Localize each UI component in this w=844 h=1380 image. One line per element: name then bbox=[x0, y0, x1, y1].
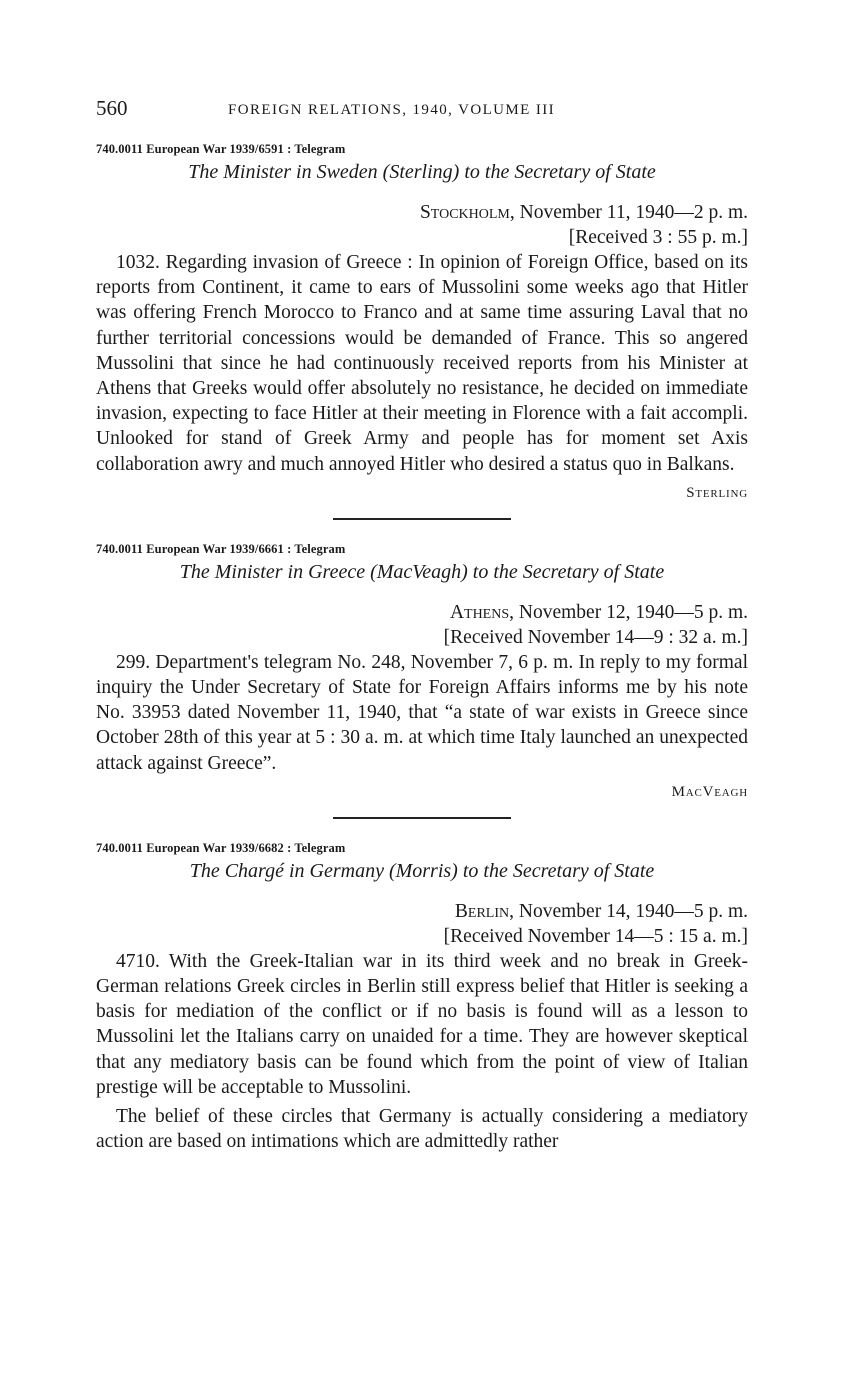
received-line: [Received November 14—5 : 15 a. m.] bbox=[443, 925, 748, 947]
file-reference: 740.0011 European War 1939/6682 : Telegram bbox=[96, 840, 346, 855]
dateline-date: , November 11, 1940—2 p. m. bbox=[509, 202, 748, 223]
dateline-place: Stockholm bbox=[419, 202, 510, 223]
document-page bbox=[96, 92, 748, 1154]
telegram-paragraph: The belief of these circles that Germany is actually considering a mediatory action are based on intimations which are admittedly rather bbox=[96, 1106, 748, 1153]
telegram-paragraph: 299. Department's telegram No. 248, November 7, 6 p. m. In reply to my formal inquiry the Under Secretary of State for Foreign Affairs informs me by his note No. 33953 dated November 11, 1940, that “a state of war exists in Greece since October 28th of this year at 5 : 30 a. m. at which time Italy launched an unexpected attack against Greece”. bbox=[96, 651, 748, 774]
dateline-date: , November 12, 1940—5 p. m. bbox=[509, 601, 748, 623]
dateline bbox=[96, 600, 748, 625]
signature: MacVeagh bbox=[671, 783, 748, 800]
dateline bbox=[96, 200, 748, 225]
file-reference: 740.0011 European War 1939/6591 : Telegram bbox=[96, 142, 346, 156]
document-title: The Chargé in Germany (Morris) to the Secretary of State bbox=[189, 859, 655, 882]
running-header bbox=[96, 92, 748, 126]
document-title: The Minister in Sweden (Sterling) to the Secretary of State bbox=[188, 161, 656, 183]
received-line: [Received 3 : 55 p. m.] bbox=[568, 227, 748, 248]
dateline-place: Athens bbox=[449, 601, 510, 623]
telegram-paragraph: 4710. With the Greek-Italian war in its third week and no break in Greek-German relations Greek circles in Berlin still express belief that Hitler is seeking a basis for mediation of the conflict or if no basis is found will as a lesson to Mussolini let the Italians carry on unaided for a time. They are however skeptical that any mediatory basis can be found which from the point of view of Italian prestige will be acceptable to Mussolini. bbox=[96, 950, 748, 1098]
section-divider bbox=[333, 518, 511, 520]
section-divider bbox=[333, 817, 511, 819]
document-title: The Minister in Greece (MacVeagh) to the Secretary of State bbox=[179, 560, 665, 583]
running-title: FOREIGN RELATIONS, 1940, VOLUME III bbox=[228, 102, 556, 118]
page-number: 560 bbox=[96, 96, 128, 120]
signature: Sterling bbox=[686, 484, 748, 501]
dateline-place: Berlin bbox=[454, 900, 510, 922]
dateline bbox=[96, 899, 748, 924]
telegram-paragraph: 1032. Regarding invasion of Greece : In opinion of Foreign Office, based on its reports from Continent, it came to ears of Mussolini some weeks ago that Hitler was offering French Morocco to Franco and at same time assuring Laval that no further territorial concessions would be demanded of France. This so angered Mussolini that since he had continuously received reports from his Minister at Athens that Greeks would offer absolutely no resistance, he decided on immediate invasion, expecting to face Hitler at their meeting in Florence with a fait accompli. Unlooked for stand of Greek Army and people has for moment set Axis collaboration awry and much annoyed Hitler who desired a status quo in Balkans. bbox=[96, 252, 748, 475]
received-line: [Received November 14—9 : 32 a. m.] bbox=[443, 626, 748, 648]
dateline-date: , November 14, 1940—5 p. m. bbox=[509, 900, 748, 922]
file-reference: 740.0011 European War 1939/6661 : Telegram bbox=[96, 541, 346, 556]
